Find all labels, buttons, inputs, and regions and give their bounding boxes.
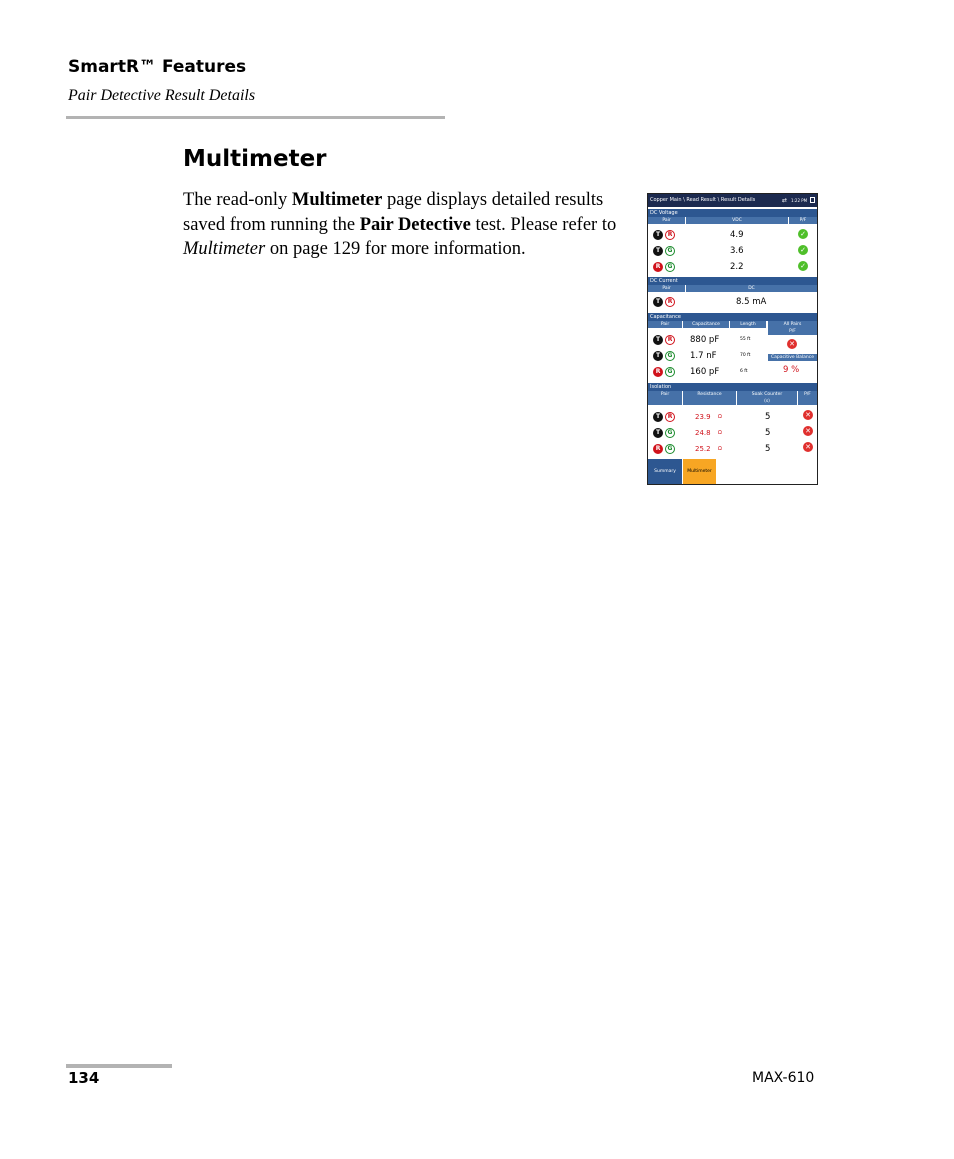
ground-icon: G [665, 367, 675, 377]
para-italic-multimeter: Multimeter [183, 239, 266, 260]
pair-r-g [653, 444, 677, 454]
pair-r-g [653, 367, 677, 377]
capacitance-value: 160 pF [690, 367, 720, 377]
ground-icon: G [665, 351, 675, 361]
col-all-pairs: All Pairs [768, 321, 817, 328]
tab-summary[interactable]: Summary [648, 459, 682, 484]
tip-icon: T [653, 351, 663, 361]
breadcrumb: Copper Main \ Read Result \ Result Details [650, 197, 756, 203]
para-text: on page 129 for more information. [265, 239, 526, 260]
pair-t-r [653, 297, 677, 307]
col-soak-counter: Soak Counter [737, 391, 798, 398]
dc-voltage-header: DC Voltage [648, 209, 817, 217]
col-vdc: VDC [686, 217, 789, 224]
col-pair: Pair [648, 217, 686, 224]
pair-t-g [653, 351, 677, 361]
ground-icon: G [665, 428, 675, 438]
para-text: The read-only [183, 190, 292, 210]
col-soak-unit: (s) [737, 398, 798, 405]
pair-t-g [653, 246, 677, 256]
col-pf: P/F [798, 391, 817, 405]
pair-r-g [653, 262, 677, 272]
fail-icon: ✕ [803, 426, 813, 436]
tab-multimeter[interactable]: Multimeter [683, 459, 716, 484]
para-bold-multimeter: Multimeter [291, 190, 383, 210]
length-value: 70 ft [740, 353, 751, 358]
col-pair: Pair [648, 285, 686, 292]
ring-icon: R [665, 230, 675, 240]
capacitance-header: Capacitance [648, 313, 817, 321]
header-rule [66, 116, 445, 119]
para-bold-pair-detective: Pair Detective [359, 214, 471, 235]
tip-icon: T [653, 297, 663, 307]
clock: 1:22 PM [791, 198, 808, 203]
vdc-value: 4.9 [730, 230, 744, 240]
dc-value: 8.5 mA [736, 297, 767, 307]
ring-icon: R [665, 335, 675, 345]
tip-icon: T [653, 246, 663, 256]
capacitive-balance-label: Capacitive Balance [768, 354, 817, 361]
isolation-header: Isolation [648, 383, 817, 391]
tip-icon: T [653, 428, 663, 438]
vdc-value: 3.6 [730, 246, 744, 256]
ground-icon: G [665, 246, 675, 256]
capacitive-balance-value: 9 % [783, 365, 800, 375]
running-header-title: SmartR™ Features [68, 57, 247, 77]
pair-t-r [653, 412, 677, 422]
dc-current-header: DC Current [648, 277, 817, 285]
device-title-bar [648, 194, 817, 207]
tip-icon: T [653, 412, 663, 422]
col-pair: Pair [648, 321, 683, 328]
ohm-unit: Ω [718, 430, 722, 436]
length-value: 55 ft [740, 337, 751, 342]
ring-icon: R [665, 297, 675, 307]
resistance-value: 24.8 [695, 429, 711, 437]
product-model: MAX-610 [752, 1070, 815, 1086]
sync-icon: ⇄ [782, 197, 788, 204]
soak-value: 5 [765, 412, 771, 422]
page-number: 134 [68, 1069, 100, 1087]
tip-icon: T [653, 230, 663, 240]
ring-icon: R [653, 262, 663, 272]
vdc-value: 2.2 [730, 262, 744, 272]
ground-icon: G [665, 262, 675, 272]
pass-icon: ✓ [798, 261, 808, 271]
section-paragraph [183, 188, 623, 262]
resistance-value: 25.2 [695, 445, 711, 453]
pair-t-r [653, 335, 677, 345]
col-dc: DC [686, 285, 817, 292]
length-value: 6 ft [740, 369, 748, 374]
soak-value: 5 [765, 428, 771, 438]
ohm-unit: Ω [718, 414, 722, 420]
fail-icon: ✕ [787, 339, 797, 349]
fail-icon: ✕ [803, 410, 813, 420]
col-pf: P/F [789, 217, 817, 224]
col-length: Length [730, 321, 767, 328]
capacitance-value: 1.7 nF [690, 351, 717, 361]
resistance-value: 23.9 [695, 413, 711, 421]
para-text: test. Please refer to [470, 214, 617, 235]
device-screenshot [647, 193, 818, 485]
col-pf: P/F [768, 328, 817, 335]
col-pair: Pair [648, 391, 683, 405]
tip-icon: T [653, 335, 663, 345]
footer-rule [66, 1064, 172, 1068]
col-capacitance: Capacitance [683, 321, 730, 328]
soak-value: 5 [765, 444, 771, 454]
ground-icon: G [665, 444, 675, 454]
running-header-subtitle: Pair Detective Result Details [68, 87, 256, 104]
ring-icon: R [653, 444, 663, 454]
pair-t-r [653, 230, 677, 240]
pass-icon: ✓ [798, 229, 808, 239]
battery-icon [810, 197, 815, 203]
pass-icon: ✓ [798, 245, 808, 255]
fail-icon: ✕ [803, 442, 813, 452]
ring-icon: R [665, 412, 675, 422]
para-text: page displays detailed results saved from running the [183, 190, 604, 235]
section-title: Multimeter [183, 146, 327, 172]
capacitance-value: 880 pF [690, 335, 720, 345]
ohm-unit: Ω [718, 446, 722, 452]
col-resistance: Resistance [683, 391, 737, 405]
pair-t-g [653, 428, 677, 438]
ring-icon: R [653, 367, 663, 377]
